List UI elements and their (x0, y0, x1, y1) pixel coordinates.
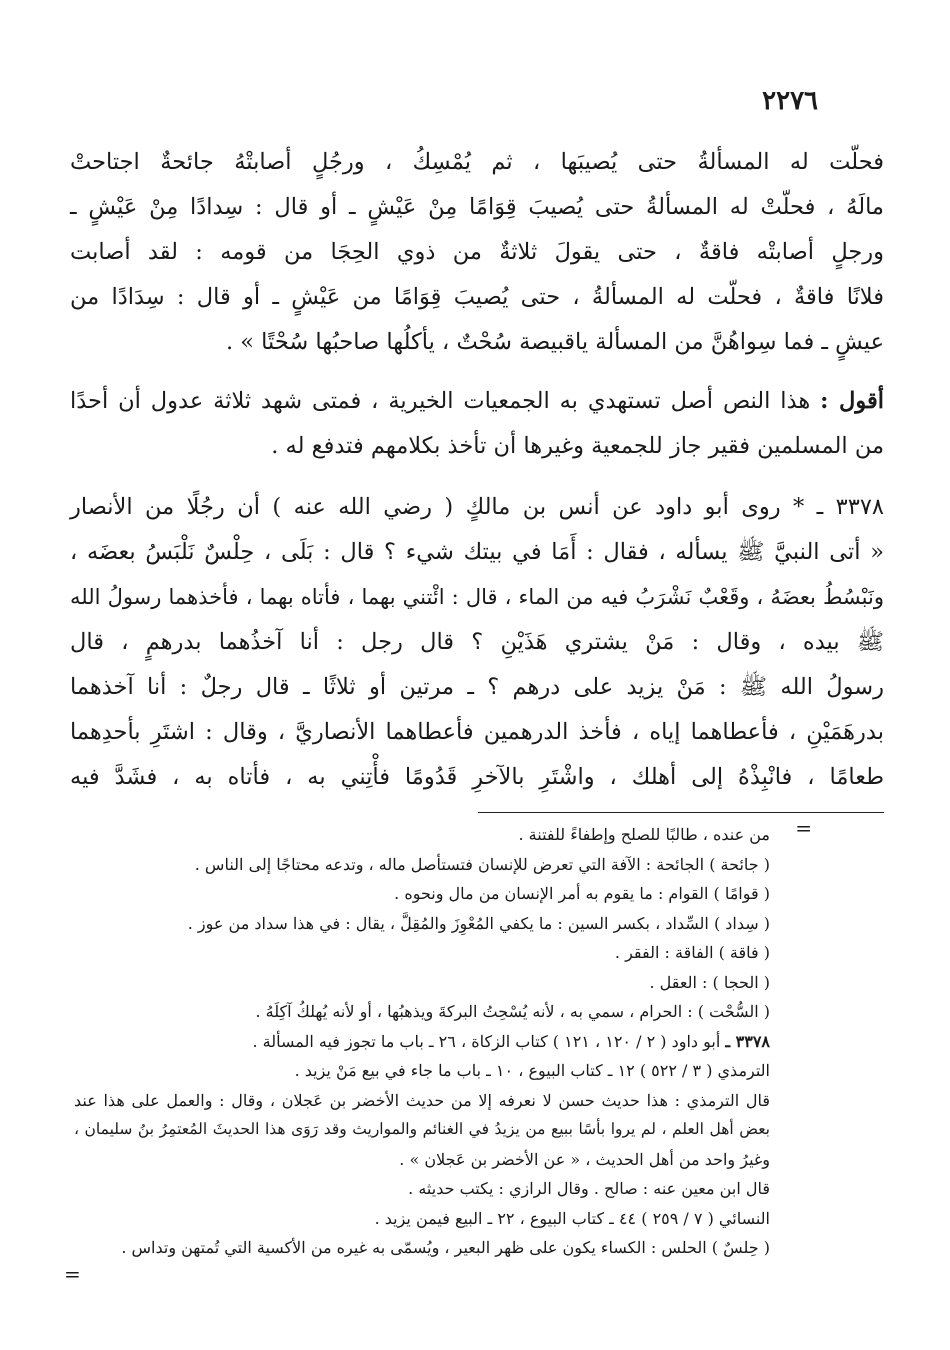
takhrij-number: ٣٣٧٨ ـ (725, 1031, 770, 1051)
text-line: فحلّت له المسألةُ حتى يُصيبَها ، ثم يُمْسِكُ ، ورجُلٍ أصابتْهُ جائحةٌ اجتاحتْ (70, 149, 884, 175)
text-line: فلانًا فاقةٌ ، فحلّت له المسألةُ ، حتى يُصيبَ قِوَامًا من عَيْشٍ ـ أو قال : سِدَادًا من (70, 284, 884, 310)
hadith-3378 (70, 485, 884, 800)
takhrij-text: أبو داود ( ٢ / ١٢٠ ، ١٢١ ) كتاب الزكاة ، ٢٦ ـ باب ما تجوز فيه المسألة . (252, 1031, 721, 1051)
footnote-line: ( فاقة ) الفاقة : الفقر . (614, 943, 770, 962)
hadith-line: ٣٣٧٨ ـ * روى أبو داود عن أنس بن مالكٍ ( رضي الله عنه ) أن رجُلًا من الأنصار (70, 494, 884, 520)
takhrij-line: وغيرُ واحد من أهل الحديث ، « عن الأخضر بن عَجلان » . (399, 1149, 770, 1169)
hadith-line: بدرهَمَيْنِ ، فأعطاهما إياه ، فأخذ الدرهمين فأعطاهما الأنصاريَّ ، وقال : اشتَرِ بأحدِهما (70, 719, 884, 745)
text-line: مالَهُ ، فحلّتْ له المسألةُ حتى يُصيبَ قِوَامًا مِنْ عَيْشٍ ـ أو قال : سِدادًا مِنْ عَيْشٍ ـ (70, 194, 884, 220)
takhrij-line: الترمذي ( ٣ / ٥٢٢ ) ١٢ ـ كتاب البيوع ، ١٠ ـ باب ما جاء في بيع مَنْ يزيد . (294, 1061, 770, 1080)
takhrij-line: ( حِلسٌ ) الحلس : الكساء يكون على ظهر البعير ، ويُسمّى به غيره من الأكسية التي تُمتهن وتداس . (121, 1238, 770, 1257)
footnotes (74, 820, 770, 1263)
commentary-line (70, 379, 884, 424)
hadith-line: ﷺ بيده ، وقال : مَنْ يشتري هَذَيْنِ ؟ قال رجل : أنا آخذُهما بدرهمٍ ، قال (70, 629, 884, 655)
takhrij-line: قال الترمذي : هذا حديث حسن لا نعرفه إلا من حديث الأخضر بن عَجلان ، وقال : والعمل على هذا عند (74, 1090, 770, 1110)
hadith-line: رسولُ الله ﷺ : مَنْ يزيد على درهم ؟ ـ مرتين أو ثلاثًا ـ قال رجلٌ : أنا آخذهما (70, 674, 884, 700)
commentary (70, 379, 884, 469)
footnote-line: ( سِداد ) السِّداد ، بكسر السين : ما يكفي المُعْوِزَ والمُقِلَّ ، يقال : في هذا سداد من عوز . (187, 913, 770, 933)
commentary-line: من المسلمين فقير جاز للجمعية وغيرها أن تأخذ بكلامهم فتدفع له . (271, 433, 884, 459)
takhrij-line (74, 1027, 770, 1057)
footnote-line: ( السُّحْت ) : الحرام ، سمي به ، لأنه يُسْحِتُ البركةَ ويذهبُها ، أو لأنه يُهلكُ آكِلَهُ . (255, 1002, 770, 1021)
text-line: ورجلٍ أصابتْه فاقةٌ ، حتى يقولَ ثلاثةٌ من ذوي الحِجَا من قومه : لقد أصابت (70, 239, 884, 265)
continuation-marker: = (795, 816, 812, 840)
footnote-line: من عنده ، طالبًا للصلح وإطفاءً للفتنة . (518, 825, 770, 844)
aqulu-label: أقول : (820, 388, 885, 414)
page-number: ٢٢٧٦ (762, 86, 818, 116)
hadith-continuation (70, 140, 884, 365)
text-line: عيشٍ ـ فما سِواهُنَّ من المسألة ياقبيصة سُحْتٌ ، يأكلُها صاحبُها سُحْتًا » . (225, 329, 884, 355)
commentary-text: هذا النص أصل تستهدي به الجمعيات الخيرية ، فمتى شهد ثلاثة عدول أن أحدًا (70, 388, 811, 414)
main-text (70, 140, 884, 814)
footnote-line: ( جائحة ) الجائحة : الآفة التي تعرض للإنسان فتستأصل ماله ، وتدعه محتاجًا إلى الناس . (194, 854, 770, 874)
takhrij-line: بعض أهل العلم ، لم يروا بأسًا ببيع من يزيدُ في الغنائم والمواريث وقد رَوَى هذا الحديثَ المُعتمِرُ بنُ سليمان ، (74, 1120, 770, 1138)
hadith-line: طعامًا ، فانْبِذْهُ إلى أهلك ، واشْتَرِ بالآخرِ قَدُومًا فأْتِني به ، فأتاه به ، فشَدَّ فيه (70, 764, 884, 790)
hadith-line: « أتى النبيَّ ﷺ يسأله ، فقال : أَمَا في بيتك شيء ؟ قال : بَلَى ، حِلْسٌ نَلْبَسُ بعضَه ، (70, 539, 884, 565)
footnote-divider (478, 812, 884, 813)
takhrij-line: النسائي ( ٧ / ٢٥٩ ) ٤٤ ـ كتاب البيوع ، ٢٢ ـ البيع فيمن يزيد . (374, 1208, 770, 1228)
hadith-line: ونَبْسُطُ بعضَهُ ، وقَعْبٌ نَشْرَبُ فيه من الماء ، قال : ائْتني بهما ، فأتاه بهما ، فأخذهما رسولُ الله (70, 585, 884, 609)
footnote-line: ( قوامًا ) القوام : ما يقوم به أمر الإنسان من مال ونحوه . (394, 884, 770, 903)
footnote-line: ( الحجا ) : العقل . (649, 972, 770, 992)
continuation-marker-bottom: = (64, 1262, 81, 1286)
takhrij-line: قال ابن معين عنه : صالح . وقال الرازي : يكتب حديثه . (408, 1179, 770, 1198)
